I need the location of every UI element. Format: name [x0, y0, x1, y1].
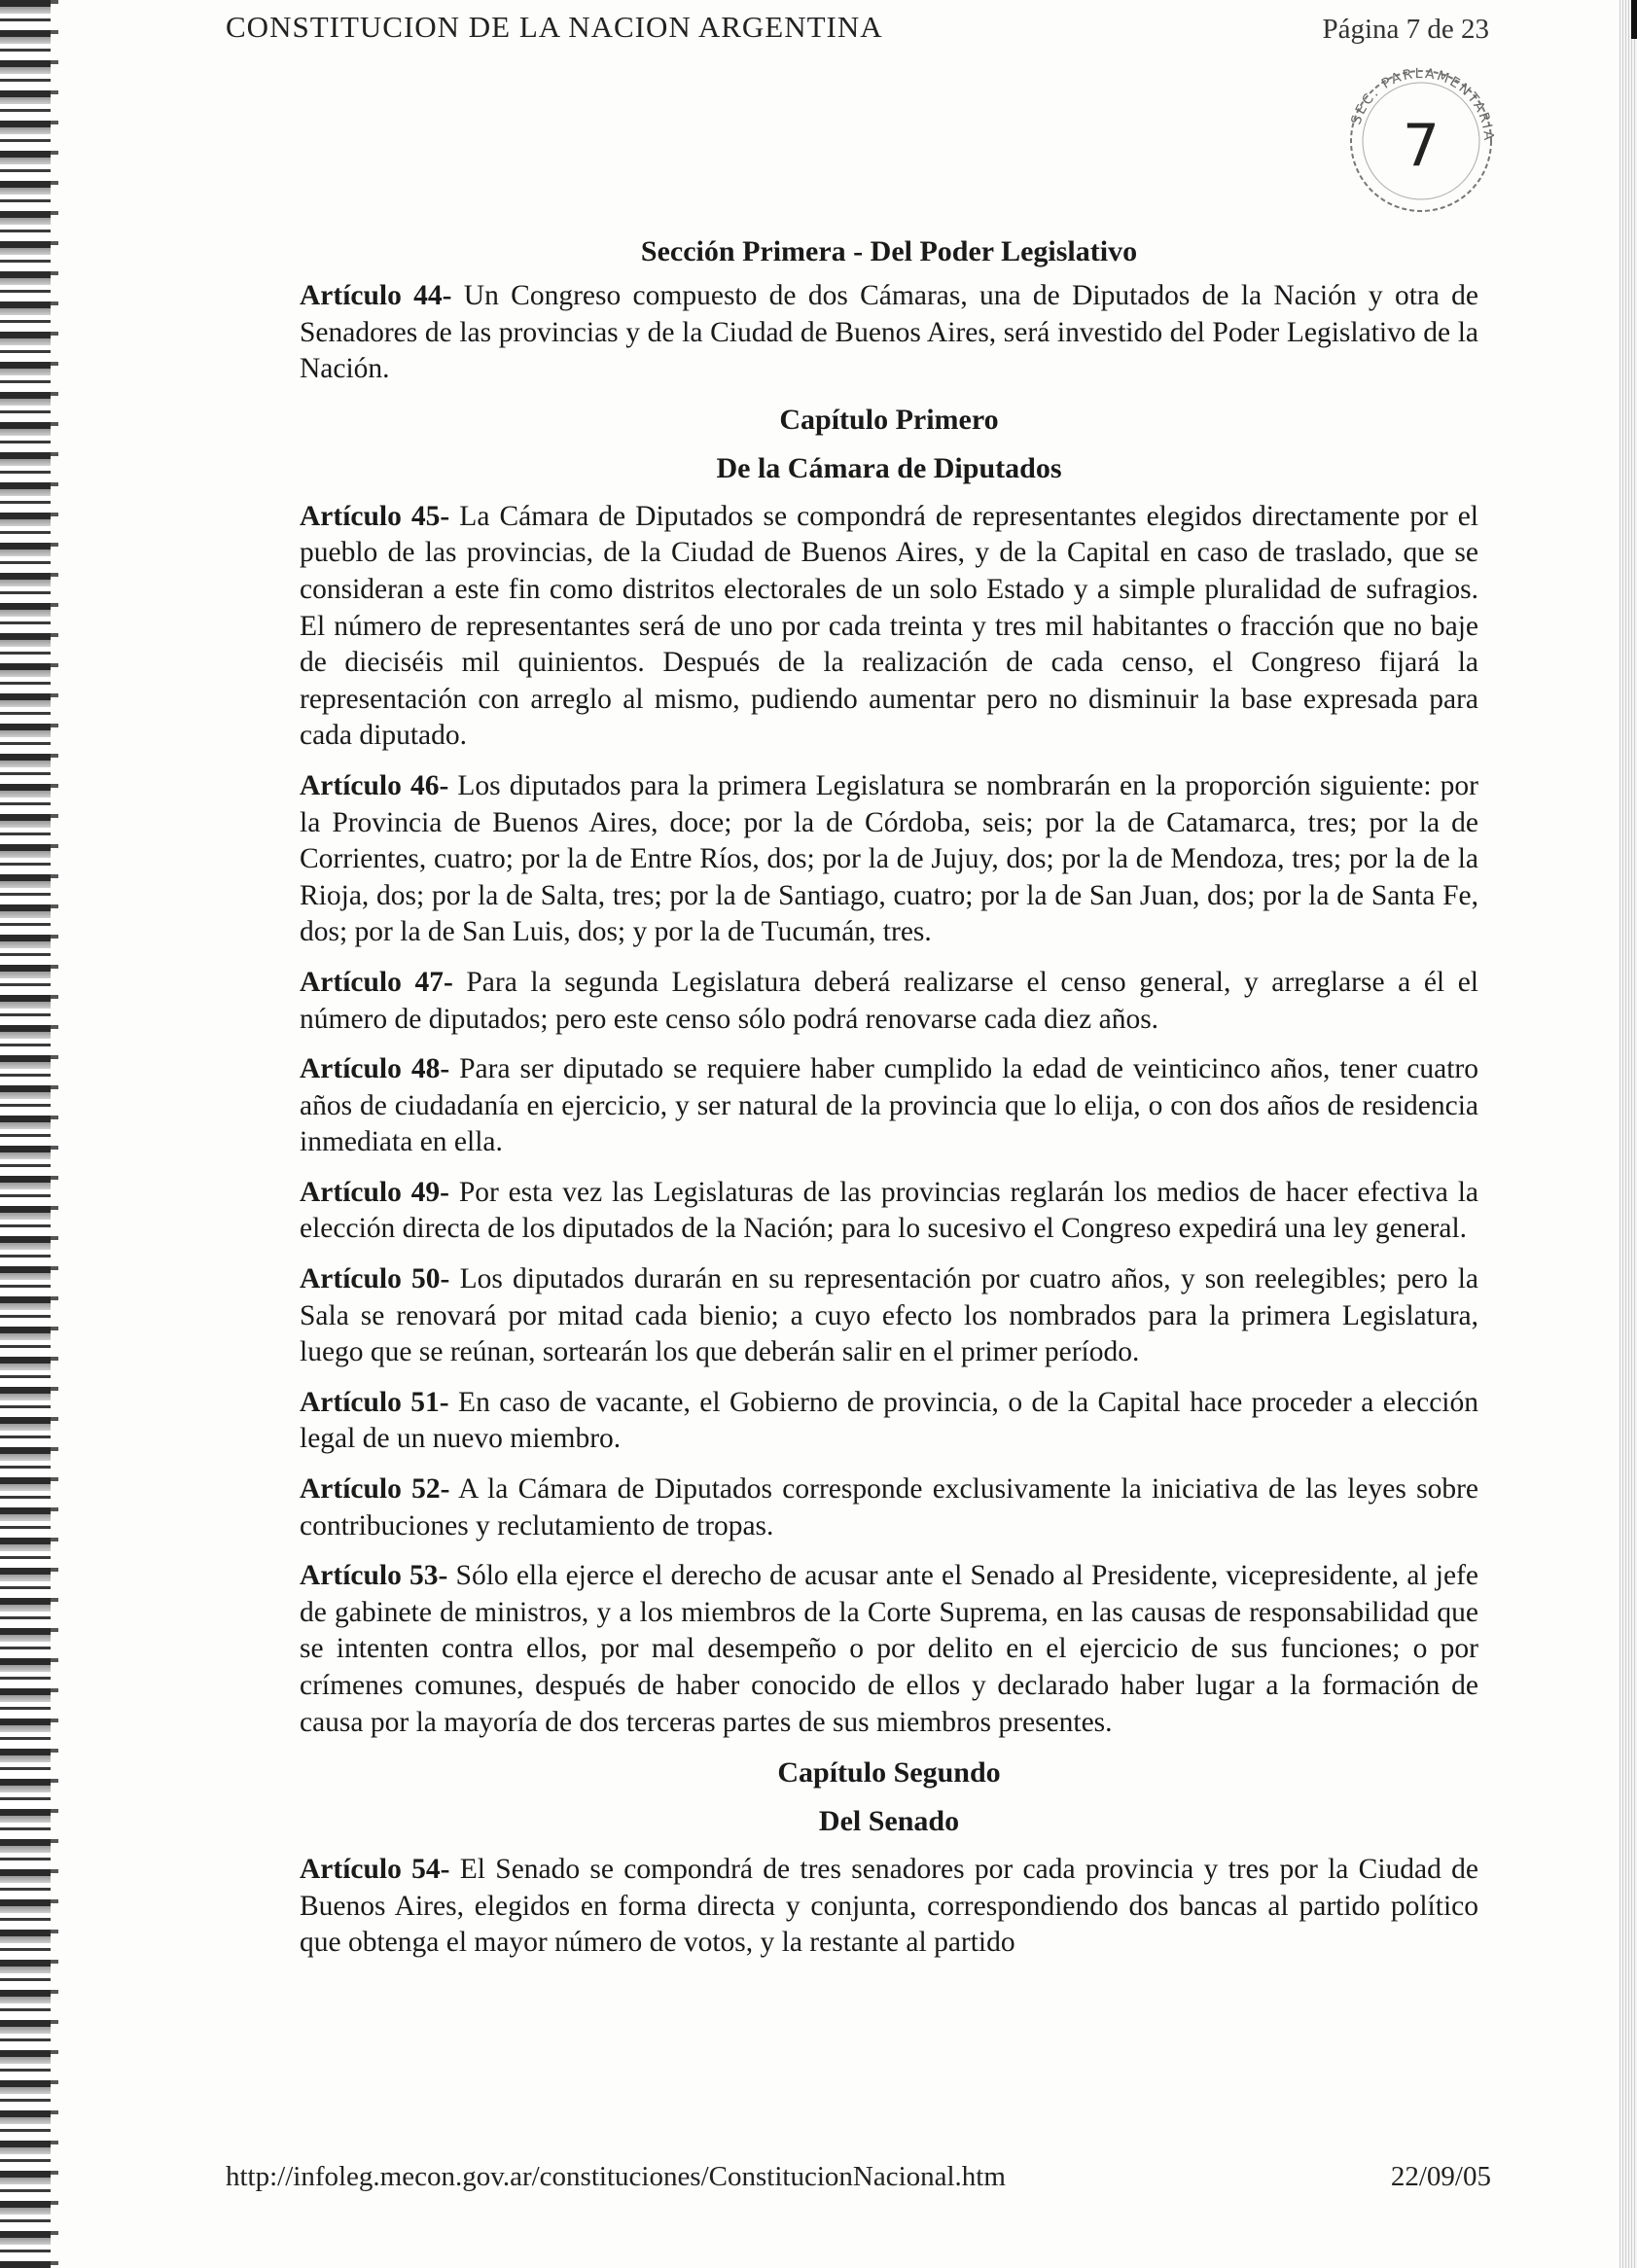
- footer-date: 22/09/05: [1390, 2161, 1491, 2192]
- article-text: El Senado se compondrá de tres senadores por cada provincia y tres por la Ciudad de Buenos Aires, elegidos en forma directa y conjunta, correspondiendo dos bancas al partido político que obtenga el mayor número de votos, y la restante al partido: [300, 1854, 1478, 1959]
- stamp-number: 7: [1402, 112, 1441, 180]
- article-text: Los diputados para la primera Legislatura se nombrarán en la proporción siguiente: por la Provincia de Buenos Aires, doce; por la de Córdoba, seis; por la de Catamarca, tres; por la de Corrientes, cuatro; por la de Entre Ríos, dos; por la de Jujuy, dos; por la de Mendoza, tres; por la de la Rioja, dos; por la de Salta, tres; por la de Santiago, cuatro; por la de San Juan, dos; por la de Santa Fe, dos; por la de San Luis, dos; y por la de Tucumán, tres.: [300, 769, 1479, 948]
- article-paragraph: [300, 1471, 1478, 1544]
- section-title: Sección Primera - Del Poder Legislativo: [640, 235, 1138, 267]
- article-paragraph: [300, 965, 1478, 1038]
- article-text: Los diputados durarán en su representación por cuatro años, y son reelegibles; pero la Sala se renovará por mitad cada bienio; a cuyo efecto los nombrados para la primera Legislatura, luego que se reúnan, sortearán los que deberán salir en el primer período.: [300, 1263, 1478, 1368]
- article-text: A la Cámara de Diputados corresponde exclusivamente la iniciativa de las leyes sobre contribuciones y reclutamiento de tropas.: [300, 1473, 1479, 1542]
- article-paragraph: [300, 1558, 1478, 1741]
- chapter-title: Capítulo Segundo: [777, 1756, 1001, 1790]
- article-text: Para ser diputado se requiere haber cumplido la edad de veinticinco años, tener cuatro años de ciudadanía en ejercicio, y ser natural de la provincia que lo elija, o con dos años de residencia inmediata en ella.: [300, 1053, 1479, 1158]
- article-text: Por esta vez las Legislaturas de las provincias reglarán los medios de hacer efectiva la elección directa de los diputados de la Nación; para lo sucesivo el Congreso expedirá una ley general.: [300, 1176, 1478, 1245]
- article-label: Artículo 53-: [300, 1560, 448, 1592]
- document-body: [300, 233, 1478, 1975]
- article-paragraph: [300, 1051, 1478, 1161]
- article-paragraph: [300, 499, 1478, 755]
- article-text: Un Congreso compuesto de dos Cámaras, una de Diputados de la Nación y otra de Senadores de las provincias y de la Ciudad de Buenos Aires, será investido del Poder Legislativo de la Nación.: [300, 280, 1478, 385]
- chapter-title: Capítulo Primero: [779, 403, 999, 436]
- spiral-binding: [0, 0, 51, 2268]
- article-text: Para la segunda Legislatura deberá realizarse el censo general, y arreglarse a él el número de diputados; pero este censo sólo podrá renovarse cada diez años.: [300, 966, 1479, 1035]
- article-paragraph: [300, 1852, 1478, 1962]
- page-stack-edge: [1619, 0, 1637, 2268]
- article-label: Artículo 50-: [300, 1263, 450, 1295]
- article-label: Artículo 51-: [300, 1386, 449, 1418]
- article-text: La Cámara de Diputados se compondrá de representantes elegidos directamente por el pueblo de las provincias, de la Ciudad de Buenos Aires, y de la Capital en caso de traslado, que se consideran a este fin como distritos electorales de un solo Estado y a simple pluralidad de sufragios. El número de representantes será de uno por cada treinta y tres mil habitantes o fracción que no baje de dieciséis mil quinientos. Después de la realización de cada censo, el Congreso fijará la representación con arreglo al mismo, pudiendo aumentar pero no disminuir la base expresada para cada diputado.: [300, 500, 1478, 752]
- article-label: Artículo 48-: [300, 1053, 450, 1085]
- footer-url: http://infoleg.mecon.gov.ar/constituciones/ConstitucionNacional.htm: [226, 2161, 1006, 2192]
- document-header-title: CONSTITUCION DE LA NACION ARGENTINA: [226, 10, 883, 44]
- article-label: Artículo 52-: [300, 1473, 450, 1506]
- article-label: Artículo 46-: [300, 769, 449, 801]
- article-paragraph: [300, 1385, 1478, 1458]
- page-number: Página 7 de 23: [1322, 14, 1489, 45]
- article-label: Artículo 49-: [300, 1176, 449, 1208]
- article-paragraph: [300, 1175, 1478, 1248]
- article-text: Sólo ella ejerce el derecho de acusar ante el Senado al Presidente, vicepresidente, al jefe de gabinete de ministros, y a los miembros de la Corte Suprema, en las causas de responsabilidad que se intenten contra ellos, por mal desempeño o por delito en el ejercicio de sus funciones; o por crímenes comunes, después de haber conocido de ellos y declarado haber lugar a la formación de causa por la mayoría de dos terceras partes de sus miembros presentes.: [300, 1560, 1478, 1738]
- stamp-text: SEC. PARLAMENTARIA: [1348, 65, 1497, 143]
- article-text: En caso de vacante, el Gobierno de provincia, o de la Capital hace proceder a elección legal de un nuevo miembro.: [300, 1386, 1478, 1455]
- article-label: Artículo 47-: [300, 966, 453, 998]
- article-label: Artículo 54-: [300, 1854, 450, 1886]
- chapter-subtitle: De la Cámara de Diputados: [716, 451, 1062, 484]
- article-label: Artículo 45-: [300, 500, 450, 532]
- article-label: Artículo 44-: [300, 280, 452, 311]
- page-corner-shadow: [1631, 0, 1637, 39]
- chapter-subtitle: Del Senado: [818, 1805, 960, 1838]
- stamp-seal-icon: [1338, 58, 1504, 224]
- article-paragraph: [300, 278, 1478, 388]
- article-paragraph: [300, 1261, 1478, 1371]
- article-paragraph: [300, 768, 1478, 951]
